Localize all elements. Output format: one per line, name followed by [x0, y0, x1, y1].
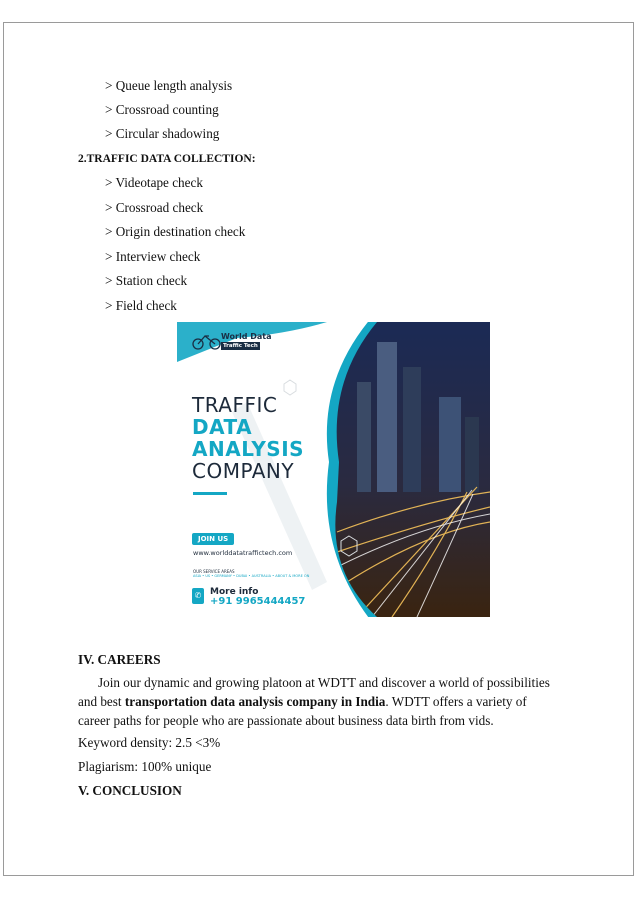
list-item: > Crossroad counting — [105, 102, 219, 117]
service-areas-list: ASIA • US • GERMANY • DUBAI • AUSTRALIA • ABOUT & MORE ON — [193, 574, 310, 578]
poster-website: www.worlddatatraffictech.com — [193, 549, 293, 557]
poster-title-line4: COMPANY — [192, 459, 295, 483]
section-heading: 2.TRAFFIC DATA COLLECTION: — [78, 153, 256, 165]
list-item: > Field check — [105, 298, 177, 313]
careers-paragraph — [78, 673, 562, 730]
careers-heading: IV. CAREERS — [78, 652, 161, 667]
phone-icon: ✆ — [192, 588, 204, 604]
more-info-label: More info — [210, 587, 259, 597]
list-item: > Crossroad check — [105, 200, 204, 215]
list-item: > Station check — [105, 273, 188, 288]
logo-text: World Data — [221, 332, 272, 341]
poster-phone: +91 9965444457 — [210, 596, 306, 607]
logo-subtext: Traffic Tech — [223, 343, 258, 349]
poster-image — [177, 322, 490, 617]
accent-bar — [193, 492, 227, 495]
list-item: > Videotape check — [105, 175, 203, 190]
conclusion-heading: V. CONCLUSION — [78, 783, 182, 798]
list-item: > Queue length analysis — [105, 78, 233, 93]
poster-title-line2: DATA — [192, 415, 253, 439]
poster-title-line3: ANALYSIS — [192, 437, 305, 461]
careers-text-bold: transportation data analysis company in India — [124, 694, 386, 709]
join-us-badge: JOIN US — [192, 533, 234, 545]
poster-title-line1: TRAFFIC — [192, 393, 278, 417]
careers-text-start: Join our dynamic and growing platoon at WDTT and discover a world of possibilities and best — [78, 675, 550, 709]
list-item: > Circular shadowing — [105, 126, 220, 141]
service-areas-label: OUR SERVICE AREAS — [193, 569, 235, 574]
list-item: > Interview check — [105, 249, 201, 264]
keyword-density: Keyword density: 2.5 <3% — [78, 735, 221, 750]
careers-text-end: . WDTT offers a variety of career paths for people who are passionate about business data birth from vids. — [78, 694, 527, 728]
list-item: > Origin destination check — [105, 224, 246, 239]
plagiarism: Plagiarism: 100% unique — [78, 759, 212, 774]
